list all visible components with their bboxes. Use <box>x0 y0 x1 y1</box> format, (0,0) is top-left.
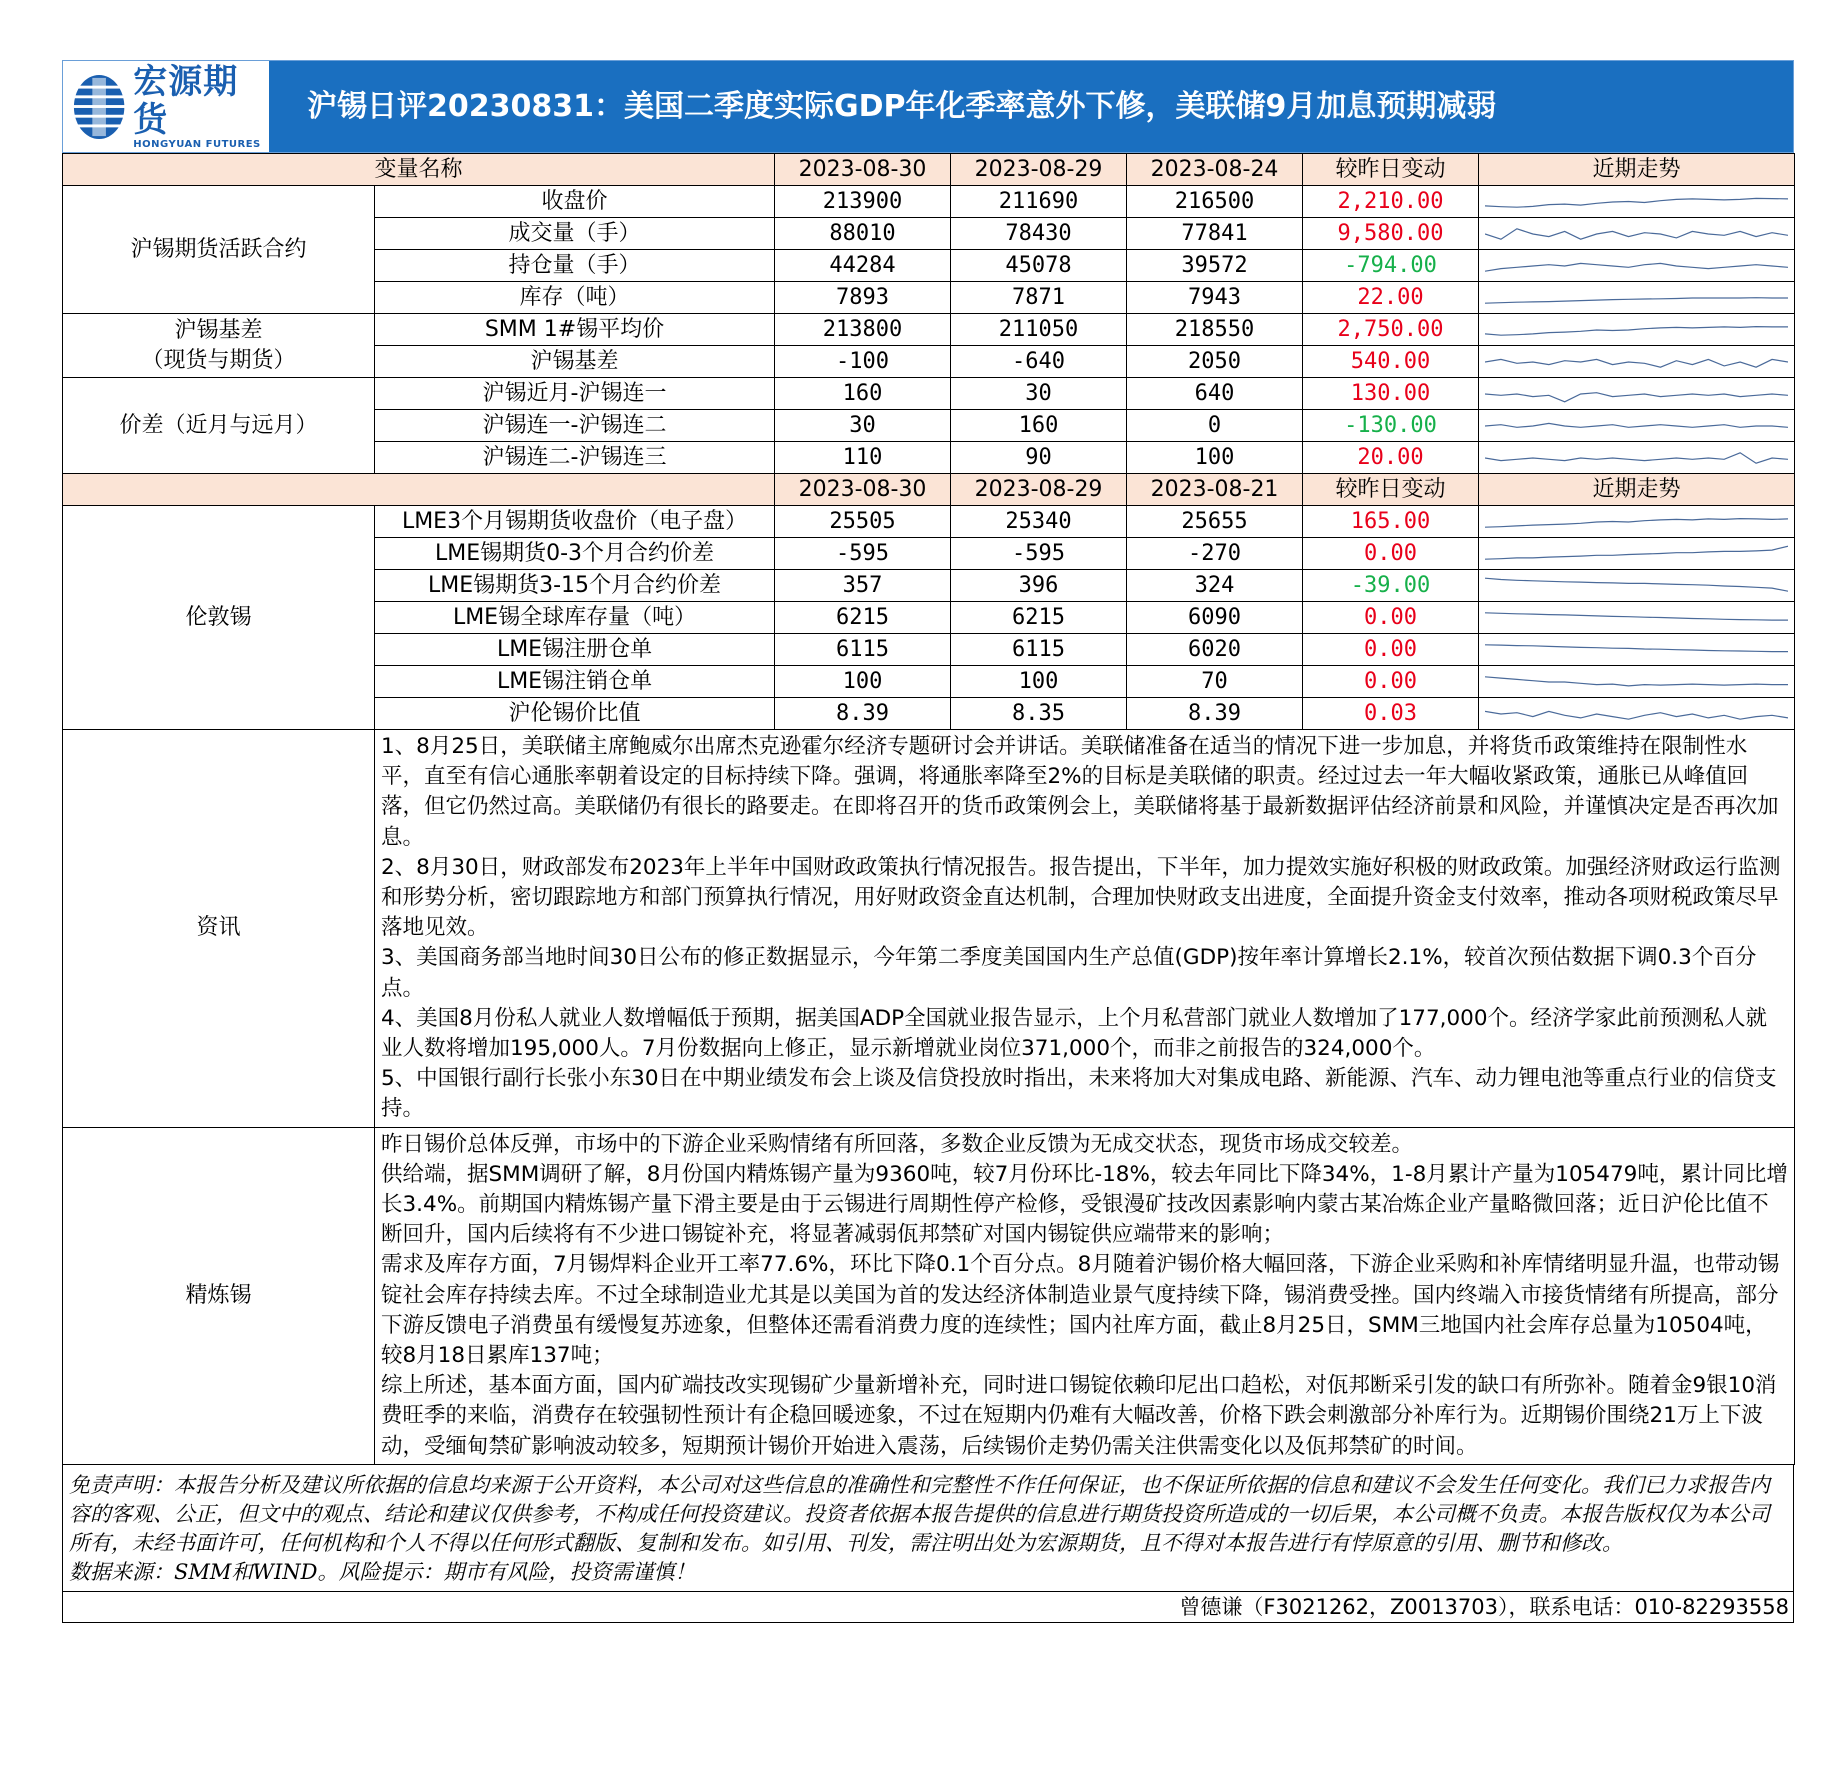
trend-line <box>1485 711 1788 719</box>
variable-name: LME3个月锡期货收盘价（电子盘） <box>375 506 775 538</box>
value-cell: 2050 <box>1127 346 1303 378</box>
value-cell: 218550 <box>1127 314 1303 346</box>
value-cell: 213800 <box>775 314 951 346</box>
value-cell: -595 <box>775 538 951 570</box>
trend-sparkline-cell <box>1479 218 1795 250</box>
trend-line <box>1485 228 1788 238</box>
trend-sparkline-cell <box>1479 410 1795 442</box>
trend-line <box>1485 423 1788 427</box>
value-cell: 30 <box>951 378 1127 410</box>
trend-sparkline-cell <box>1479 378 1795 410</box>
header-row <box>63 154 1795 186</box>
variable-name: LME锡注销仓单 <box>375 666 775 698</box>
column-header: 2023-08-24 <box>1127 154 1303 186</box>
column-header: 较昨日变动 <box>1303 154 1479 186</box>
trend-sparkline-cell <box>1479 570 1795 602</box>
value-cell: 6215 <box>951 602 1127 634</box>
change-cell: 0.00 <box>1303 666 1479 698</box>
change-cell: 2,210.00 <box>1303 186 1479 218</box>
trend-sparkline <box>1485 699 1788 729</box>
value-cell: 640 <box>1127 378 1303 410</box>
value-cell: 39572 <box>1127 250 1303 282</box>
variable-name: 沪锡连二-沪锡连三 <box>375 442 775 474</box>
trend-sparkline <box>1485 443 1788 473</box>
trend-sparkline <box>1485 283 1788 313</box>
trend-sparkline <box>1485 507 1788 537</box>
value-cell: 211050 <box>951 314 1127 346</box>
table-row <box>63 378 1795 410</box>
globe-logo-icon <box>71 71 127 143</box>
variable-name: LME锡全球库存量（吨） <box>375 602 775 634</box>
value-cell: 160 <box>775 378 951 410</box>
category-cell <box>63 378 375 474</box>
value-cell: 88010 <box>775 218 951 250</box>
value-cell: -100 <box>775 346 951 378</box>
category-label-line: 价差（近月与远月） <box>119 412 318 438</box>
table-row <box>63 506 1795 538</box>
change-cell: 22.00 <box>1303 282 1479 314</box>
logo-chinese-name: 宏源期货 <box>133 61 239 140</box>
paragraph: 综上所述，基本面方面，国内矿端技改实现锡矿少量新增补充，同时进口锡锭依赖印尼出口趋松，对佤邦断采引发的缺口有所弥补。随着金9银10消费旺季的来临，消费存在较强韧性预计有企稳回暖迹象，不过在短期内仍难有大幅改善，价格下跌会刺激部分补库行为。近期锡价围绕21万上下波动，受缅甸禁矿影响波动较多，短期预计锡价开始进入震荡，后续锡价走势仍需关注供需变化以及佤邦禁矿的时间。 <box>381 1373 1777 1459</box>
refined-content <box>375 1127 1795 1464</box>
trend-sparkline-cell <box>1479 346 1795 378</box>
report-sheet <box>62 60 1794 1623</box>
value-cell: -595 <box>951 538 1127 570</box>
value-cell: 25340 <box>951 506 1127 538</box>
paragraph: 供给端，据SMM调研了解，8月份国内精炼锡产量为9360吨，较7月份环比-18%，较去年同比下降34%，1-8月累计产量为105479吨，累计同比增长3.4%。前期国内精炼锡产量下滑主要是由于云锡进行周期性停产检修，受银漫矿技改因素影响内蒙古某冶炼企业产量略微回落；近日沪伦比值不断回升，国内后续将有不少进口锡锭补充，将显著减弱佤邦禁矿对国内锡锭供应端带来的影响； <box>381 1161 1788 1248</box>
value-cell: 110 <box>775 442 951 474</box>
variable-name: 沪锡连一-沪锡连二 <box>375 410 775 442</box>
value-cell: 30 <box>775 410 951 442</box>
column-header: 2023-08-29 <box>951 474 1127 506</box>
trend-sparkline <box>1485 379 1788 409</box>
value-cell: 211690 <box>951 186 1127 218</box>
value-cell: 6215 <box>775 602 951 634</box>
trend-sparkline <box>1485 571 1788 601</box>
variable-name: 成交量（手） <box>375 218 775 250</box>
column-header: 近期走势 <box>1479 474 1795 506</box>
table-row <box>63 186 1795 218</box>
value-cell: 78430 <box>951 218 1127 250</box>
value-cell: 77841 <box>1127 218 1303 250</box>
variable-name: LME锡期货3-15个月合约价差 <box>375 570 775 602</box>
trend-line <box>1485 198 1788 207</box>
value-cell: 25505 <box>775 506 951 538</box>
value-cell: 396 <box>951 570 1127 602</box>
value-cell: 324 <box>1127 570 1303 602</box>
table-row <box>63 314 1795 346</box>
column-header: 2023-08-29 <box>951 154 1127 186</box>
data-source: 数据来源：SMM和WIND。风险提示：期市有风险，投资需谨慎！ <box>69 1559 696 1584</box>
refined-section <box>63 1127 1795 1464</box>
trend-line <box>1485 518 1788 527</box>
value-cell: -270 <box>1127 538 1303 570</box>
variable-name: 持仓量（手） <box>375 250 775 282</box>
variable-name: 收盘价 <box>375 186 775 218</box>
data-table <box>62 153 1795 1465</box>
value-cell: 6115 <box>775 634 951 666</box>
category-label-line: （现货与期货） <box>141 347 296 373</box>
data-table-body <box>63 154 1795 1465</box>
change-cell: 0.03 <box>1303 698 1479 730</box>
trend-sparkline-cell <box>1479 634 1795 666</box>
trend-sparkline-cell <box>1479 442 1795 474</box>
value-cell: 7943 <box>1127 282 1303 314</box>
trend-line <box>1485 359 1788 367</box>
change-cell: 130.00 <box>1303 378 1479 410</box>
trend-line <box>1485 578 1788 591</box>
trend-sparkline-cell <box>1479 186 1795 218</box>
disclaimer-text: 免责声明：本报告分析及建议所依据的信息均来源于公开资料，本公司对这些信息的准确性和完整性不作任何保证，也不保证所依据的信息和建议不会发生任何变化。我们已力求报告内容的客观、公正，但文中的观点、结论和建议仅供参考，不构成任何投资建议。投资者依据本报告提供的信息进行期货投资所造成的一切后果，本公司概不负责。本报告版权仅为本公司所有，未经书面许可，任何机构和个人不得以任何形式翻版、复制和发布。如引用、刊发，需注明出处为宏源期货，且不得对本报告进行有悖原意的引用、删节和修改。 <box>69 1472 1770 1555</box>
trend-sparkline-cell <box>1479 250 1795 282</box>
variable-name: 库存（吨） <box>375 282 775 314</box>
value-cell: 8.39 <box>1127 698 1303 730</box>
category-cell: 伦敦锡 <box>63 506 375 730</box>
variable-name: LME锡期货0-3个月合约价差 <box>375 538 775 570</box>
trend-sparkline <box>1485 315 1788 345</box>
value-cell: 0 <box>1127 410 1303 442</box>
trend-line <box>1485 676 1788 685</box>
paragraph: 4、美国8月份私人就业人数增幅低于预期，据美国ADP全国就业报告显示，上个月私营部门就业人数增加了177,000个。经济学家此前预测私人就业人数将增加195,000人。7月份数据向上修正，显示新增就业岗位371,000个，而非之前报告的324,000个。 <box>381 1005 1768 1062</box>
value-cell: 45078 <box>951 250 1127 282</box>
value-cell: -640 <box>951 346 1127 378</box>
value-cell: 25655 <box>1127 506 1303 538</box>
change-cell: 0.00 <box>1303 634 1479 666</box>
report-header <box>62 60 1794 153</box>
trend-sparkline-cell <box>1479 506 1795 538</box>
category-label-line: 沪锡基差 <box>174 317 263 343</box>
variable-name: 沪锡近月-沪锡连一 <box>375 378 775 410</box>
change-cell: -39.00 <box>1303 570 1479 602</box>
news-content <box>375 730 1795 1128</box>
trend-line <box>1485 452 1788 462</box>
trend-line <box>1485 263 1788 271</box>
refined-label: 精炼锡 <box>63 1127 375 1464</box>
trend-sparkline-cell <box>1479 666 1795 698</box>
column-header-variable <box>63 474 775 506</box>
change-cell: 0.00 <box>1303 602 1479 634</box>
trend-sparkline <box>1485 603 1788 633</box>
change-cell: 2,750.00 <box>1303 314 1479 346</box>
trend-sparkline <box>1485 347 1788 377</box>
paragraph: 1、8月25日，美联储主席鲍威尔出席杰克逊霍尔经济专题研讨会并讲话。美联储准备在适当的情况下进一步加息，并将货币政策维持在限制性水平，直至有信心通胀率朝着设定的目标持续下降。强调，将通胀率降至2%的目标是美联储的职责。经过过去一年大幅收紧政策，通胀已从峰值回落，但它仍然过高。美联储仍有很长的路要走。在即将召开的货币政策例会上，美联储将基于最新数据评估经济前景和风险，并谨慎决定是否再次加息。 <box>381 734 1779 850</box>
column-header-variable: 变量名称 <box>63 154 775 186</box>
value-cell: 216500 <box>1127 186 1303 218</box>
change-cell: 0.00 <box>1303 538 1479 570</box>
paragraph: 3、美国商务部当地时间30日公布的修正数据显示，今年第二季度美国国内生产总值(GDP)按年率计算增长2.1%，较首次预估数据下调0.3个百分点。 <box>381 945 1757 1001</box>
value-cell: 100 <box>951 666 1127 698</box>
change-cell: -130.00 <box>1303 410 1479 442</box>
trend-line <box>1485 612 1788 619</box>
trend-line <box>1485 392 1788 401</box>
trend-line <box>1485 546 1788 559</box>
value-cell: 100 <box>775 666 951 698</box>
value-cell: 213900 <box>775 186 951 218</box>
header-row <box>63 474 1795 506</box>
category-cell <box>63 186 375 314</box>
category-cell <box>63 314 375 378</box>
change-cell: 9,580.00 <box>1303 218 1479 250</box>
column-header: 2023-08-30 <box>775 154 951 186</box>
paragraph: 2、8月30日，财政部发布2023年上半年中国财政政策执行情况报告。报告提出，下半年，加力提效实施好积极的财政政策。加强经济财政运行监测和形势分析，密切跟踪地方和部门预算执行情况，用好财政资金直达机制，合理加快财政支出进度，全面提升资金支付效率，推动各项财税政策尽早落地见效。 <box>381 854 1781 941</box>
variable-name: 沪锡基差 <box>375 346 775 378</box>
value-cell: 7871 <box>951 282 1127 314</box>
column-header: 较昨日变动 <box>1303 474 1479 506</box>
column-header: 2023-08-21 <box>1127 474 1303 506</box>
column-header: 近期走势 <box>1479 154 1795 186</box>
value-cell: 70 <box>1127 666 1303 698</box>
report-title: 沪锡日评20230831：美国二季度实际GDP年化季率意外下修，美联储9月加息预期减弱 <box>307 89 1497 124</box>
paragraph: 需求及库存方面，7月锡焊料企业开工率77.6%，环比下降0.1个百分点。8月随着沪锡价格大幅回落，下游企业采购和补库情绪明显升温，也带动锡锭社会库存持续去库。不过全球制造业尤其是以美国为首的发达经济体制造业景气度持续下降，锡消费受挫。国内终端入市接货情绪有所提高，部分下游反馈电子消费虽有缓慢复苏迹象，但整体还需看消费力度的连续性；国内社库方面，截止8月25日，SMM三地国内社会库存总量为10504吨，较8月18日累库137吨； <box>381 1252 1780 1369</box>
disclaimer <box>62 1465 1794 1592</box>
trend-sparkline-cell <box>1479 602 1795 634</box>
trend-sparkline-cell <box>1479 538 1795 570</box>
trend-sparkline-cell <box>1479 282 1795 314</box>
change-cell: 165.00 <box>1303 506 1479 538</box>
logo-english-name: HONGYUAN FUTURES <box>133 138 261 150</box>
trend-sparkline <box>1485 411 1788 441</box>
value-cell: 8.39 <box>775 698 951 730</box>
trend-sparkline <box>1485 219 1788 249</box>
change-cell: -794.00 <box>1303 250 1479 282</box>
variable-name: 沪伦锡价比值 <box>375 698 775 730</box>
change-cell: 20.00 <box>1303 442 1479 474</box>
news-section <box>63 730 1795 1128</box>
value-cell: 8.35 <box>951 698 1127 730</box>
variable-name: LME锡注册仓单 <box>375 634 775 666</box>
contact-info: 曾德谦（F3021262，Z0013703），联系电话：010-82293558 <box>62 1592 1794 1623</box>
value-cell: 6115 <box>951 634 1127 666</box>
company-logo <box>63 61 269 152</box>
news-label: 资讯 <box>63 730 375 1128</box>
value-cell: 160 <box>951 410 1127 442</box>
value-cell: 7893 <box>775 282 951 314</box>
trend-sparkline <box>1485 667 1788 697</box>
paragraph: 5、中国银行副行长张小东30日在中期业绩发布会上谈及信贷投放时指出，未来将加大对集成电路、新能源、汽车、动力锂电池等重点行业的信贷支持。 <box>381 1066 1777 1122</box>
trend-sparkline-cell <box>1479 698 1795 730</box>
trend-sparkline <box>1485 635 1788 665</box>
paragraph: 昨日锡价总体反弹，市场中的下游企业采购情绪有所回落，多数企业反馈为无成交状态，现货市场成交较差。 <box>381 1131 1414 1157</box>
value-cell: 100 <box>1127 442 1303 474</box>
value-cell: 6090 <box>1127 602 1303 634</box>
category-label-line: 沪锡期货活跃合约 <box>130 236 307 262</box>
trend-sparkline <box>1485 251 1788 281</box>
value-cell: 90 <box>951 442 1127 474</box>
trend-sparkline-cell <box>1479 314 1795 346</box>
value-cell: 6020 <box>1127 634 1303 666</box>
value-cell: 357 <box>775 570 951 602</box>
trend-sparkline <box>1485 539 1788 569</box>
trend-line <box>1485 326 1788 335</box>
column-header: 2023-08-30 <box>775 474 951 506</box>
trend-line <box>1485 297 1788 303</box>
change-cell: 540.00 <box>1303 346 1479 378</box>
value-cell: 44284 <box>775 250 951 282</box>
trend-sparkline <box>1485 187 1788 217</box>
trend-line <box>1485 644 1788 651</box>
variable-name: SMM 1#锡平均价 <box>375 314 775 346</box>
